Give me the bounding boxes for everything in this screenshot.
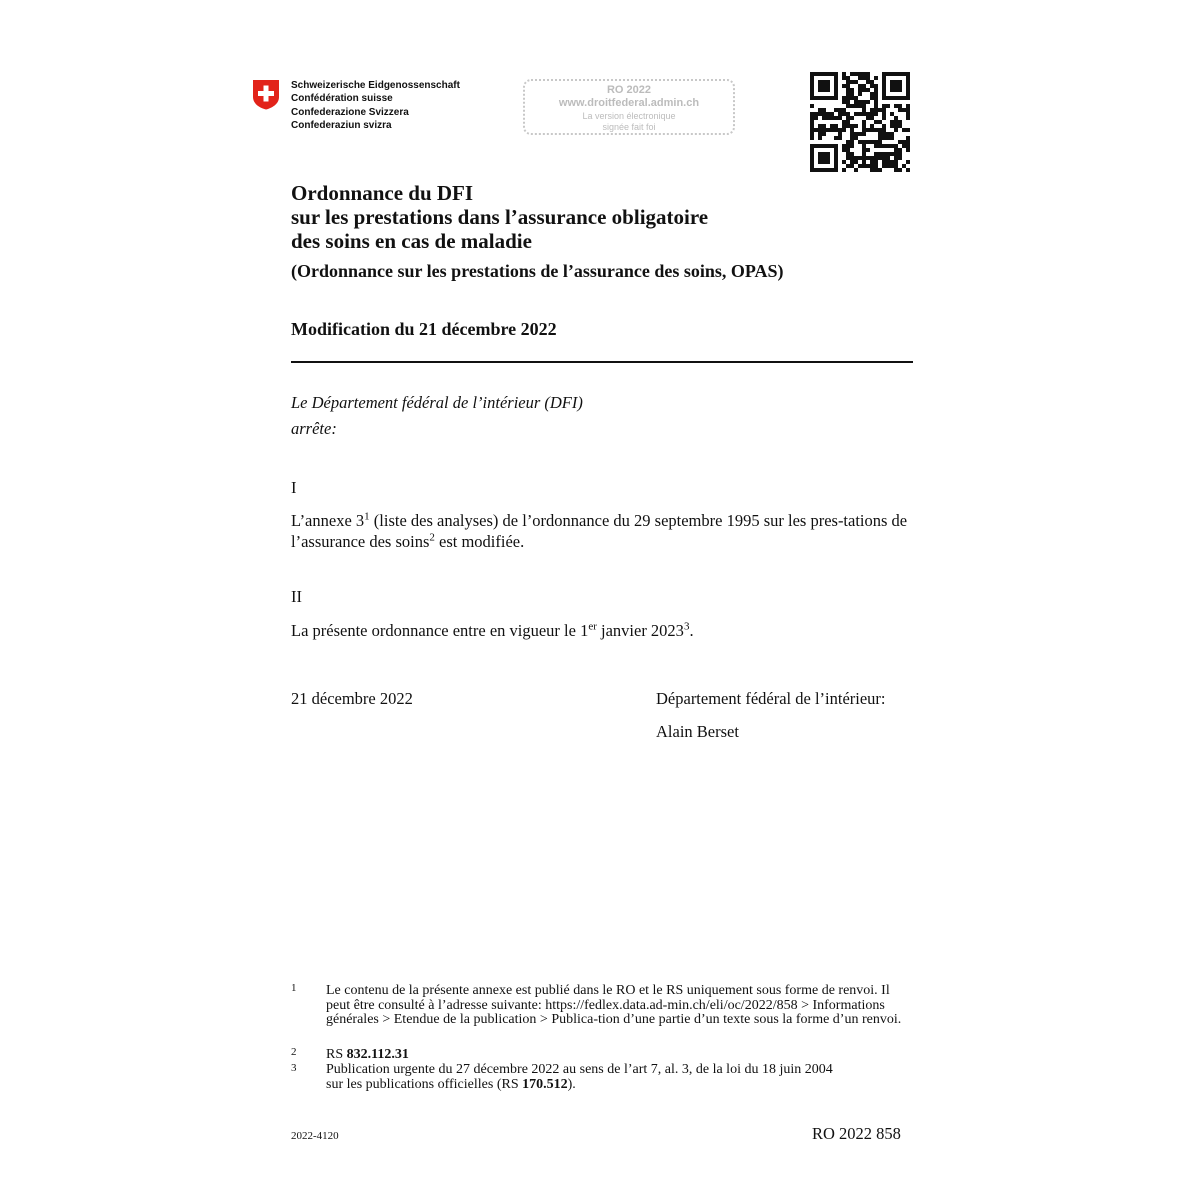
signature-name: Alain Berset <box>656 722 739 741</box>
confederation-fr: Confédération suisse <box>291 93 393 105</box>
signature-date: 21 décembre 2022 <box>291 689 413 708</box>
section-2-text-b: janvier 2023 <box>596 621 684 640</box>
footnote-3-rs-number: 170.512 <box>522 1076 568 1092</box>
section-2-text-a: La présente ordonnance entre en vigueur le 1 <box>291 621 589 640</box>
confederation-it: Confederazione Svizzera <box>291 106 409 118</box>
preamble-authority: Le Département fédéral de l’intérieur (DFI) <box>291 393 583 412</box>
confederation-de: Schweizerische Eidgenossenschaft <box>291 80 460 91</box>
document-code: 2022-4120 <box>291 1130 339 1142</box>
electronic-signature-stamp <box>523 79 735 135</box>
qr-code-icon <box>810 72 910 172</box>
footnote-2-prefix: RS <box>326 1047 347 1062</box>
signature-department: Département fédéral de l’intérieur: <box>656 689 886 708</box>
title-line-2: sur les prestations dans l’assurance obligatoire <box>291 205 709 229</box>
preamble-decree: arrête: <box>291 419 337 438</box>
footnote-number-2: 2 <box>291 1046 297 1058</box>
title-rule <box>291 361 913 363</box>
footnote-ref-2[interactable]: 2 <box>429 531 435 544</box>
title-line-1: Ordonnance du DFI <box>291 181 474 205</box>
footnote-3-text: Publication urgente du 27 décembre 2022 au sens de l’art 7, al. 3, de la loi du 18 juin 2004 sur les publications officielles (RS <box>326 1062 833 1092</box>
swiss-flag-icon <box>252 79 280 110</box>
footnote-3-suffix: ). <box>567 1076 576 1092</box>
footnote-3 <box>326 1063 846 1092</box>
ro-reference: RO 2022 858 <box>812 1124 901 1143</box>
document-title <box>291 181 708 253</box>
short-title: (Ordonnance sur les prestations de l’assurance des soins, OPAS) <box>291 261 784 281</box>
section-1-text-b: (liste des analyses) de l’ordonnance du 29 septembre 1995 sur les pres-tations de l’assurance des soins <box>291 511 908 551</box>
stamp-url[interactable]: www.droitfederal.admin.ch <box>558 97 700 109</box>
section-number-1: I <box>291 478 297 497</box>
footnote-number-3: 3 <box>291 1062 297 1074</box>
section-1-text-a: L’annexe 3 <box>291 511 365 530</box>
footnote-2 <box>326 1048 409 1063</box>
section-text-2 <box>291 620 694 641</box>
section-2-text-c: . <box>689 621 694 640</box>
footnote-ref-3[interactable]: 3 <box>683 620 690 633</box>
footnote-ref-1[interactable]: 1 <box>364 510 370 523</box>
stamp-ro: RO 2022 <box>606 84 652 96</box>
section-text-1 <box>291 510 911 552</box>
section-number-2: II <box>291 587 302 606</box>
footnote-1: Le contenu de la présente annexe est publié dans le RO et le RS uniquement sous forme de renvoi. Il peut être consulté à l’adresse suivante: https://fedlex.data.ad-min.ch/eli/oc/2022/858 > Informations générales > Etendue de la publication > Publica-tion d’une partie d’un texte sous la forme d’un renvoi. <box>326 983 902 1027</box>
stamp-note-2: signée fait foi <box>602 122 656 132</box>
ordinal-suffix: er <box>588 620 597 633</box>
stamp-note-1: La version électronique <box>582 111 676 121</box>
confederation-names <box>291 79 460 132</box>
section-1-text-c: est modifiée. <box>434 532 525 551</box>
footnote-number-1: 1 <box>291 982 297 994</box>
modification-date: Modification du 21 décembre 2022 <box>291 319 557 339</box>
confederation-rm: Confederaziun svizra <box>291 119 392 131</box>
title-line-3: des soins en cas de maladie <box>291 229 532 253</box>
footnote-2-rs-number: 832.112.31 <box>346 1047 409 1062</box>
